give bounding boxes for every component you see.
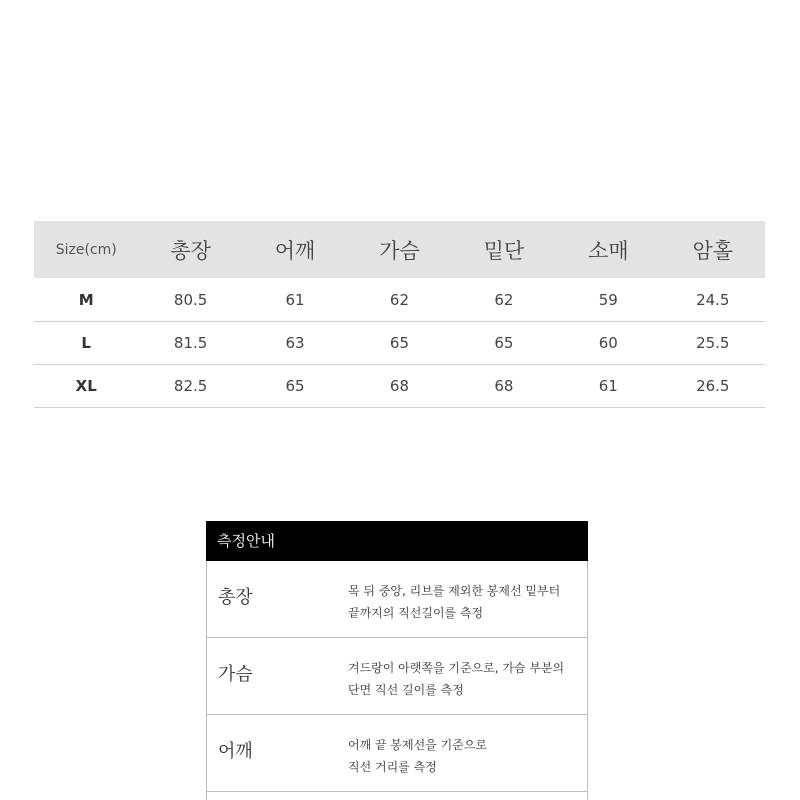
guide-description-line: 겨드랑이 아랫쪽을 기준으로, 가슴 부분의 <box>348 661 565 675</box>
table-row <box>34 322 765 365</box>
guide-description <box>348 734 583 778</box>
cell-value: 24.5 <box>661 278 765 322</box>
header-shoulder: 어깨 <box>243 221 347 278</box>
cell-value: 62 <box>347 278 451 322</box>
guide-label: 어깨 <box>218 741 253 762</box>
header-hem: 밑단 <box>452 221 556 278</box>
table-row <box>34 365 765 408</box>
cell-value: 61 <box>243 278 347 322</box>
size-table <box>34 221 765 408</box>
measurement-guide <box>206 521 588 800</box>
header-size: Size(cm) <box>34 221 138 278</box>
cell-value: 68 <box>452 365 556 408</box>
cell-value: 65 <box>347 322 451 365</box>
guide-description-line: 어깨 끝 봉제선을 기준으로 <box>348 738 487 752</box>
size-table-header-row <box>34 221 765 278</box>
header-total-length: 총장 <box>138 221 242 278</box>
cell-value: 65 <box>452 322 556 365</box>
guide-description-line: 끝까지의 직선길이를 측정 <box>348 606 484 620</box>
cell-value: 80.5 <box>138 278 242 322</box>
cell-value: 68 <box>347 365 451 408</box>
guide-description <box>348 657 583 701</box>
guide-description-line: 목 뒤 중앙, 리브를 제외한 봉제선 밑부터 <box>348 584 561 598</box>
cell-value: 61 <box>556 365 660 408</box>
guide-row-total-length <box>207 561 587 638</box>
guide-row-partial <box>207 792 587 800</box>
table-row <box>34 278 765 322</box>
cell-size: XL <box>34 365 138 408</box>
cell-value: 60 <box>556 322 660 365</box>
header-armhole: 암홀 <box>661 221 765 278</box>
guide-label: 총장 <box>218 587 253 608</box>
cell-value: 65 <box>243 365 347 408</box>
header-chest: 가슴 <box>347 221 451 278</box>
cell-value: 63 <box>243 322 347 365</box>
cell-size: M <box>34 278 138 322</box>
cell-size: L <box>34 322 138 365</box>
guide-label: 가슴 <box>218 664 253 685</box>
guide-description <box>348 580 583 624</box>
guide-row-shoulder <box>207 715 587 792</box>
guide-description-line: 직선 거리를 측정 <box>348 760 437 774</box>
guide-description-line: 단면 직선 길이를 측정 <box>348 683 464 697</box>
cell-value: 25.5 <box>661 322 765 365</box>
cell-value: 81.5 <box>138 322 242 365</box>
cell-value: 59 <box>556 278 660 322</box>
cell-value: 82.5 <box>138 365 242 408</box>
cell-value: 26.5 <box>661 365 765 408</box>
guide-title: 측정안내 <box>206 521 588 561</box>
cell-value: 62 <box>452 278 556 322</box>
header-sleeve: 소매 <box>556 221 660 278</box>
guide-row-chest <box>207 638 587 715</box>
